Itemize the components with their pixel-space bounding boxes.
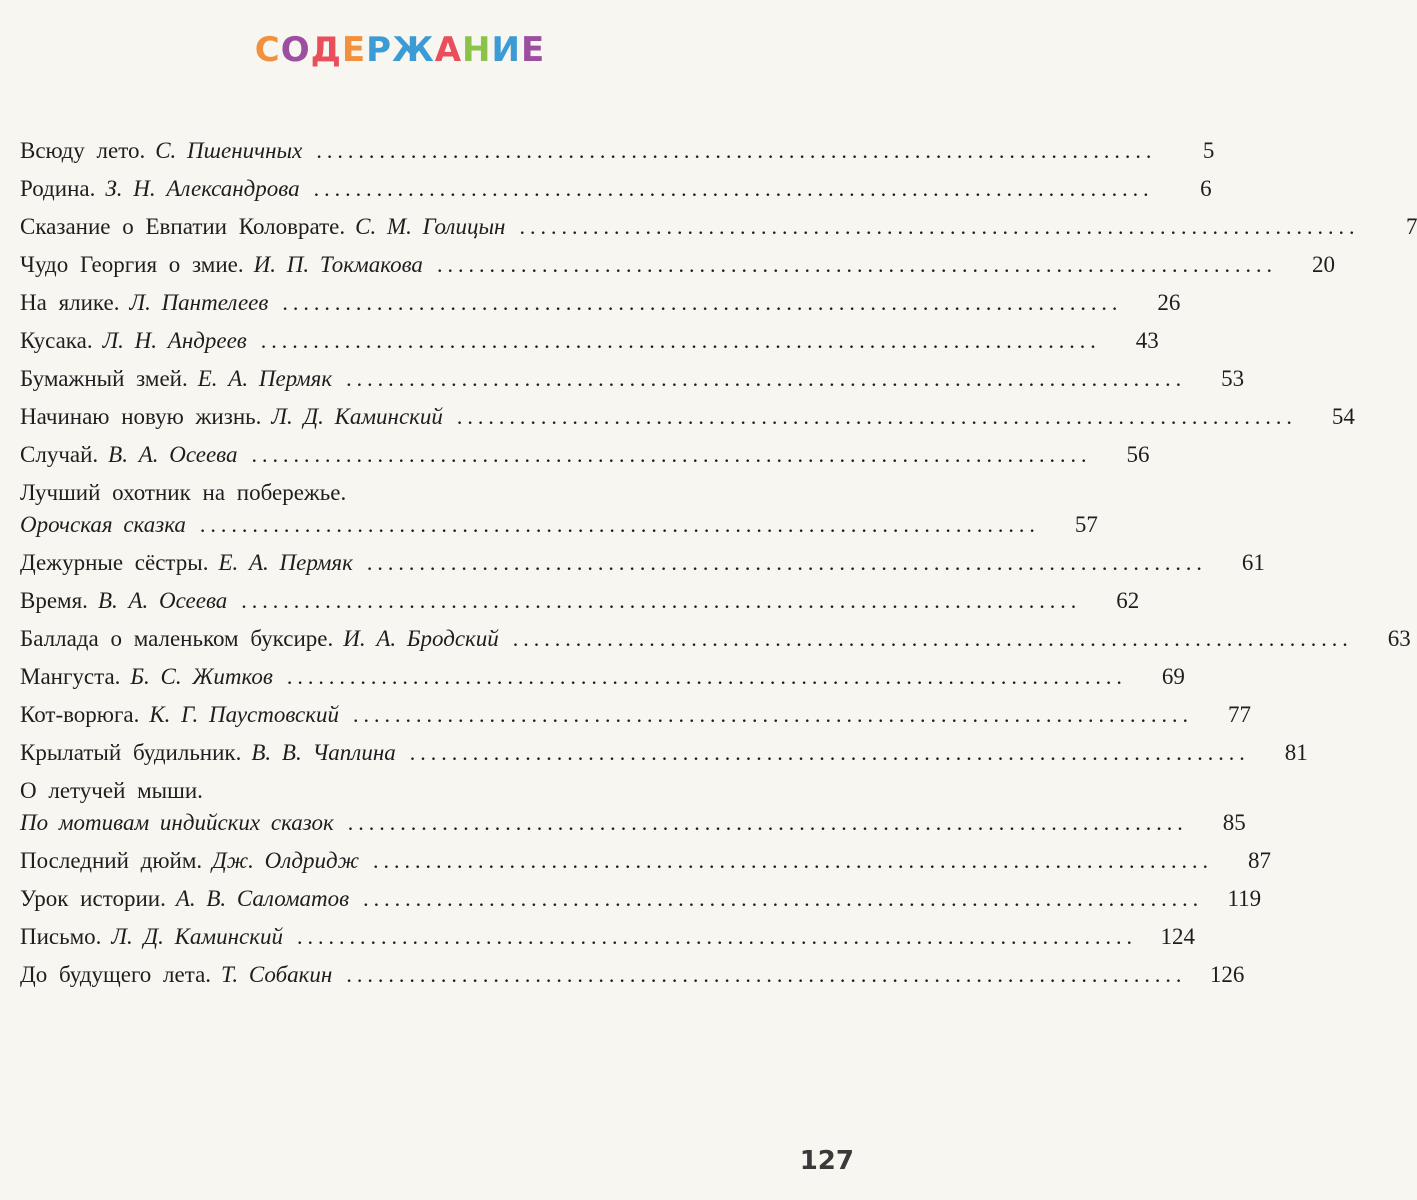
- entry-title: Мангуста.: [20, 664, 121, 689]
- entry-title: Баллада о маленьком буксире.: [20, 626, 334, 651]
- entry-author: Е. А. Пермяк: [218, 550, 353, 575]
- toc-entry: [20, 586, 1140, 616]
- entry-page-number: 85: [1222, 810, 1246, 835]
- entry-page-number: 26: [1157, 290, 1181, 315]
- entry-title: Кот-ворюга.: [20, 702, 140, 727]
- leader-dots: ................................................................................: [373, 848, 1213, 873]
- entry-author: По мотивам индийских сказок: [20, 810, 334, 835]
- entry-author: Л. Н. Андреев: [102, 328, 247, 353]
- entry-page-number: 87: [1248, 848, 1271, 873]
- entry-author: Дж. Олдридж: [212, 848, 359, 873]
- toc-entry: [20, 174, 1212, 204]
- leader-dots: ................................................................................: [241, 588, 1082, 613]
- entry-author: Б. С. Житков: [130, 664, 273, 689]
- entry-title: Лучший охотник на побережье.: [20, 480, 347, 505]
- entry-title: Сказание о Евпатии Коловрате.: [20, 214, 346, 239]
- entry-author: В. В. Чаплина: [251, 740, 396, 765]
- entry-title: Время.: [20, 588, 88, 613]
- title-letter: А: [434, 30, 463, 70]
- leader-dots: ................................................................................: [199, 512, 1040, 537]
- entry-author: З. Н. Александрова: [105, 176, 300, 201]
- entry-page-number: 119: [1227, 886, 1262, 911]
- toc-entry: [20, 884, 1262, 914]
- entry-page-number: 54: [1331, 404, 1355, 429]
- toc-entry: [20, 662, 1185, 692]
- entry-page-number: 56: [1126, 442, 1150, 467]
- entry-author: Л. Д. Каминский: [111, 924, 283, 949]
- leader-dots: ................................................................................: [346, 366, 1187, 391]
- entry-page-number: 69: [1161, 664, 1185, 689]
- entry-title: Письмо.: [20, 924, 102, 949]
- leader-dots: ................................................................................: [512, 626, 1353, 651]
- leader-dots: ................................................................................: [519, 214, 1360, 239]
- toc-entry: [20, 776, 1246, 838]
- toc-entry: [20, 212, 1417, 242]
- entry-page-number: 124: [1160, 924, 1195, 949]
- entry-page-number: 81: [1284, 740, 1308, 765]
- toc-entry: [20, 288, 1181, 318]
- leader-dots: ................................................................................: [286, 664, 1127, 689]
- leader-dots: ................................................................................: [363, 886, 1204, 911]
- toc-entry: [20, 478, 1098, 540]
- entry-author: А. В. Саломатов: [175, 886, 350, 911]
- toc-entry: [20, 402, 1355, 432]
- toc-entry: [20, 136, 1215, 166]
- leader-dots: ................................................................................: [346, 962, 1187, 987]
- leader-dots: ................................................................................: [436, 252, 1277, 277]
- leader-dots: ................................................................................: [347, 810, 1188, 835]
- toc-entry: [20, 326, 1159, 356]
- entry-title: Начинаю новую жизнь.: [20, 404, 262, 429]
- entry-title: Кусака.: [20, 328, 93, 353]
- title-letter: Е: [341, 30, 367, 70]
- entry-author: Орочская сказка: [20, 512, 186, 537]
- entry-title: Бумажный змей.: [20, 366, 188, 391]
- entry-author: Л. Д. Каминский: [271, 404, 443, 429]
- entry-page-number: 20: [1311, 252, 1335, 277]
- entry-title: Дежурные сёстры.: [20, 550, 209, 575]
- entry-page-number: 53: [1221, 366, 1245, 391]
- entry-title: Урок истории.: [20, 886, 166, 911]
- entry-title: О летучей мыши.: [20, 778, 203, 803]
- entry-title: Всюду лето.: [20, 138, 146, 163]
- entry-page-number: 61: [1241, 550, 1265, 575]
- toc-entry: [20, 846, 1271, 876]
- title-letter: Е: [520, 30, 546, 70]
- entry-page-number: 63: [1387, 626, 1411, 651]
- entry-author: Т. Собакин: [221, 962, 333, 987]
- title-letter: С: [254, 30, 281, 70]
- toc-entry: [20, 250, 1335, 280]
- entry-author: И. А. Бродский: [343, 626, 499, 651]
- entry-author: С. Пшеничных: [155, 138, 303, 163]
- leader-dots: ................................................................................: [353, 702, 1193, 727]
- page-title: [0, 30, 800, 70]
- entry-title: На ялике.: [20, 290, 120, 315]
- title-letter: О: [280, 30, 311, 70]
- entry-page-number: 43: [1135, 328, 1159, 353]
- entry-title: Последний дюйм.: [20, 848, 203, 873]
- entry-author: Л. Пантелеев: [129, 290, 269, 315]
- entry-title: До будущего лета.: [20, 962, 212, 987]
- toc-entry: [20, 922, 1195, 952]
- entry-author: С. М. Голицын: [355, 214, 506, 239]
- title-letter: Н: [462, 30, 492, 70]
- toc-entry: [20, 364, 1245, 394]
- entry-author: Е. А. Пермяк: [197, 366, 333, 391]
- toc-entry: [20, 624, 1411, 654]
- entry-page-number: 5: [1202, 138, 1215, 163]
- entry-title: Родина.: [20, 176, 96, 201]
- entry-title: Случай.: [20, 442, 99, 467]
- entry-page-number: 62: [1116, 588, 1140, 613]
- entry-author: И. П. Токмакова: [253, 252, 423, 277]
- toc-entry: [20, 440, 1150, 470]
- entry-page-number: 7: [1405, 214, 1417, 239]
- page-number-footer: 127: [799, 1146, 854, 1176]
- entry-page-number: 6: [1200, 176, 1212, 201]
- leader-dots: ................................................................................: [282, 290, 1123, 315]
- title-letter: И: [491, 30, 521, 70]
- toc-entry: [20, 548, 1265, 578]
- toc-entry: [20, 700, 1251, 730]
- entry-page-number: 126: [1209, 962, 1245, 987]
- leader-dots: ................................................................................: [409, 740, 1250, 765]
- leader-dots: ................................................................................: [296, 924, 1137, 949]
- table-of-contents: [20, 136, 1417, 998]
- leader-dots: ................................................................................: [260, 328, 1101, 353]
- title-letter: Ж: [392, 30, 435, 70]
- entry-page-number: 57: [1074, 512, 1098, 537]
- leader-dots: ................................................................................: [316, 138, 1157, 163]
- leader-dots: ................................................................................: [313, 176, 1154, 201]
- entry-title: Чудо Георгия о змие.: [20, 252, 244, 277]
- entry-page-number: 77: [1228, 702, 1251, 727]
- title-letter: Р: [366, 30, 393, 70]
- title-letter: Д: [310, 30, 342, 70]
- entry-author: В. А. Осеева: [97, 588, 228, 613]
- entry-title: Крылатый будильник.: [20, 740, 242, 765]
- toc-entry: [20, 960, 1245, 990]
- entry-author: К. Г. Паустовский: [149, 702, 339, 727]
- entry-author: В. А. Осеева: [108, 442, 238, 467]
- leader-dots: ................................................................................: [251, 442, 1092, 467]
- toc-entry: [20, 738, 1308, 768]
- leader-dots: ................................................................................: [366, 550, 1207, 575]
- leader-dots: ................................................................................: [456, 404, 1297, 429]
